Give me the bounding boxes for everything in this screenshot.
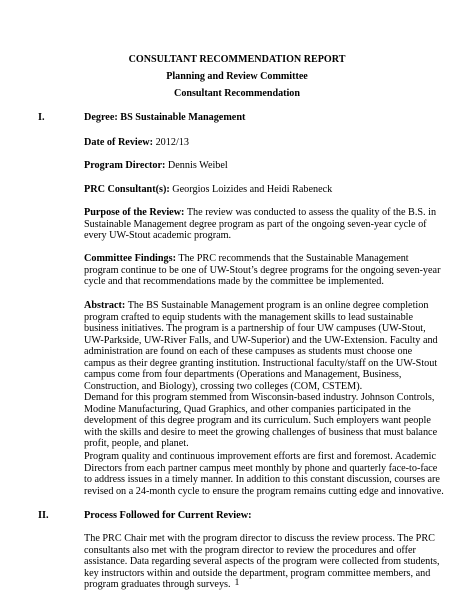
director-label: Program Director: bbox=[84, 160, 166, 171]
demand-paragraph: Demand for this program stemmed from Wisconsin-based industry. Johnson Controls, Modine Manufacturing, Quad Graphics, and other companies participated in the development of this degree program and its curriculum. Such employers want people with the skills and desire to meet the growing challenges of business that must balance profit, people, and planet. bbox=[84, 392, 438, 450]
quality-paragraph: Program quality and continuous improvement efforts are first and foremost. Academic Directors from each partner campus meet monthly by phone and quarterly face-to-face to address issues in a timely manner. In addition to this constant discussion, courses are revised on a 24-month cycle to ensure the program remains cutting edge and innovative. bbox=[84, 451, 444, 497]
report-subtitle: Consultant Recommendation bbox=[174, 88, 300, 99]
date-label: Date of Review: bbox=[84, 137, 154, 148]
abstract-paragraph bbox=[84, 300, 444, 392]
purpose-text: The review was conducted to assess the quality of the B.S. in Sustainable Management degree program as part of the ongoing seven-year cycle of every UW-Stout academic program. bbox=[84, 207, 437, 242]
purpose-label: Purpose of the Review: bbox=[84, 207, 185, 218]
purpose-paragraph bbox=[84, 207, 444, 242]
section-1-number: I. bbox=[38, 112, 45, 123]
findings-label: Committee Findings: bbox=[84, 253, 176, 264]
date-line bbox=[84, 137, 189, 148]
page-number: 1 bbox=[234, 577, 240, 588]
section-2-title: Process Followed for Current Review: bbox=[84, 510, 252, 521]
director-value: Dennis Weibel bbox=[167, 160, 228, 171]
abstract-text: The BS Sustainable Management program is an online degree completion program crafted to equip students with the management skills to lead sustainable business initiatives. The program is a partnership of four UW campuses (UW-Stout, UW-Parkside, UW-River Falls, and UW-Superior) and the UW-Extension. Faculty and administration are found on each of these campuses as students must choose one campus as their degree granting institution. Instructional faculty/staff on the UW-Stout campus come from four departments (Operations and Management, Business, Construction, and Biology), crossing two colleges (COM, CSTEM). bbox=[84, 300, 438, 392]
degree-line bbox=[84, 112, 245, 123]
report-title: CONSULTANT RECOMMENDATION REPORT bbox=[128, 54, 346, 65]
abstract-label: Abstract: bbox=[84, 300, 126, 311]
director-line bbox=[84, 160, 228, 171]
degree-value: BS Sustainable Management bbox=[120, 112, 246, 123]
committee-name: Planning and Review Committee bbox=[166, 71, 308, 82]
consultants-label: PRC Consultant(s): bbox=[84, 184, 170, 195]
consultants-value: Georgios Loizides and Heidi Rabeneck bbox=[172, 184, 333, 195]
findings-paragraph bbox=[84, 253, 444, 288]
degree-label: Degree: bbox=[84, 112, 118, 123]
date-value: 2012/13 bbox=[155, 137, 189, 148]
consultants-line bbox=[84, 184, 332, 195]
section-2-number: II. bbox=[38, 510, 49, 521]
process-paragraph: The PRC Chair met with the program director to discuss the review process. The PRC consultants also met with the program director to review the procedures and offer assistance. Data regarding several aspects of the program were collected from students, key instructors within and outside the department, program committee members, and program graduates through surveys. bbox=[84, 533, 440, 591]
findings-text: The PRC recommends that the Sustainable Management program continue to be one of UW-Stout’s degree programs for the ongoing seven-year cycle and that recommendations made by the committee be implemented. bbox=[84, 253, 441, 288]
